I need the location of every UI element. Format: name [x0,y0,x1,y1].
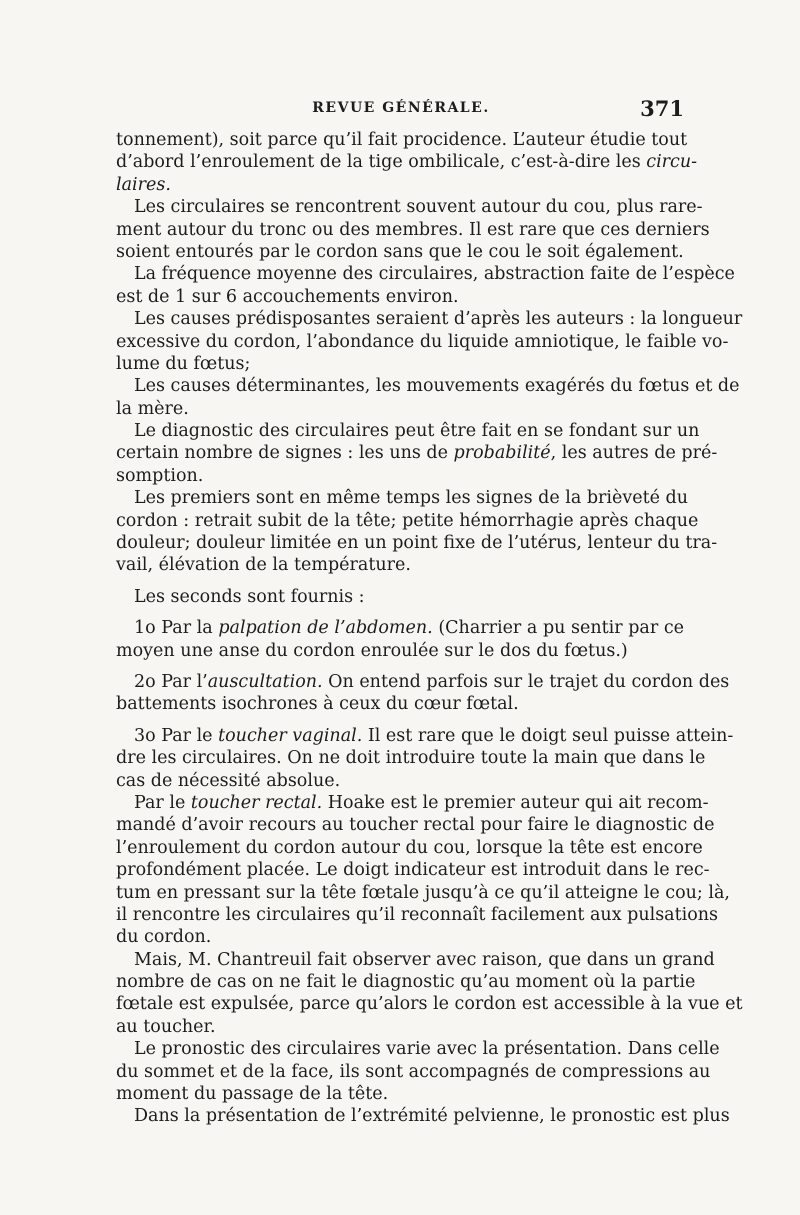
text-line: 1o Par la palpation de l’abdomen. (Charrier a pu sentir par ce [134,618,684,639]
body-text [116,129,743,1128]
text-line: moment du passage de la tête. [116,1084,389,1105]
text-line: est de 1 sur 6 accouchements environ. [116,286,459,307]
text-line: Les causes prédisposantes seraient d’après les auteurs : la longueur [134,309,743,330]
text-line: Dans la présentation de l’extrémité pelvienne, le pronostic est plus [134,1106,730,1127]
text-line: 2o Par l’auscultation. On entend parfois sur le trajet du cordon des [134,671,730,692]
text-line: laires. [116,174,171,195]
text-line: tonnement), soit parce qu’il fait procidence. L’auteur étudie tout [116,130,688,150]
text-line: cas de nécessité absolue. [116,770,341,791]
text-line: La fréquence moyenne des circulaires, abstraction faite de l’espèce [134,264,735,285]
text-line: ment autour du tronc ou des membres. Il est rare que ces derniers [116,219,710,240]
text-line: d’abord l’enroulement de la tige ombilicale, c’est-à-dire les circu- [116,152,698,173]
text-line: mandé d’avoir recours au toucher rectal pour faire le diagnostic de [116,815,715,836]
text-line: excessive du cordon, l’abondance du liquide amniotique, le faible vo- [116,331,729,352]
page-number: 371 [640,96,684,121]
text-line: Les premiers sont en même temps les signes de la brièveté du [134,488,689,509]
text-line: du sommet et de la face, ils sont accompagnés de compressions au [116,1061,711,1082]
text-line: fœtale est expulsée, parce qu’alors le cordon est accessible à la vue et [116,994,743,1015]
text-line: cordon : retrait subit de la tête; petite hémorrhagie après chaque [116,510,699,531]
text-line: Le diagnostic des circulaires peut être fait en se fondant sur un [134,421,700,442]
text-line: dre les circulaires. On ne doit introduire toute la main que dans le [116,748,706,769]
text-line: Par le toucher rectal. Hoake est le premier auteur qui ait recom- [134,792,709,813]
text-line: Le pronostic des circulaires varie avec la présentation. Dans celle [134,1039,720,1060]
text-line: douleur; douleur limitée en un point fixe de l’utérus, lenteur du tra- [116,533,718,554]
running-header [118,96,684,120]
text-line: la mère. [116,398,189,419]
text-line: somption. [116,465,204,486]
text-line: l’enroulement du cordon autour du cou, lorsque la tête est encore [116,837,703,858]
text-line: nombre de cas on ne fait le diagnostic qu’au moment où la partie [116,972,696,993]
text-line: Les causes déterminantes, les mouvements exagérés du fœtus et de [134,376,740,397]
text-line: vail, élévation de la température. [116,555,411,576]
text-line: soient entourés par le cordon sans que le cou le soit également. [116,241,684,262]
text-line: 3o Par le toucher vaginal. Il est rare que le doigt seul puisse attein- [134,725,734,746]
text-line: du cordon. [116,927,212,948]
text-line: lume du fœtus; [116,353,251,374]
text-line: Les seconds sont fournis : [134,586,365,607]
text-line: Les circulaires se rencontrent souvent autour du cou, plus rare- [134,197,703,218]
text-line: Mais, M. Chantreuil fait observer avec raison, que dans un grand [134,949,715,970]
text-line: tum en pressant sur la tête fœtale jusqu’à ce qu’il atteigne le cou; là, [116,882,730,903]
text-line: profondément placée. Le doigt indicateur est introduit dans le rec- [116,860,710,881]
text-line: certain nombre de signes : les uns de probabilité, les autres de pré- [116,443,718,464]
text-line: battements isochrones à ceux du cœur fœtal. [116,694,519,715]
running-title: REVUE GÉNÉRALE. [312,100,490,116]
text-line: au toucher. [116,1016,216,1037]
text-line: il rencontre les circulaires qu’il reconnaît facilement aux pulsations [116,904,719,925]
text-line: moyen une anse du cordon enroulée sur le dos du fœtus.) [116,640,628,661]
